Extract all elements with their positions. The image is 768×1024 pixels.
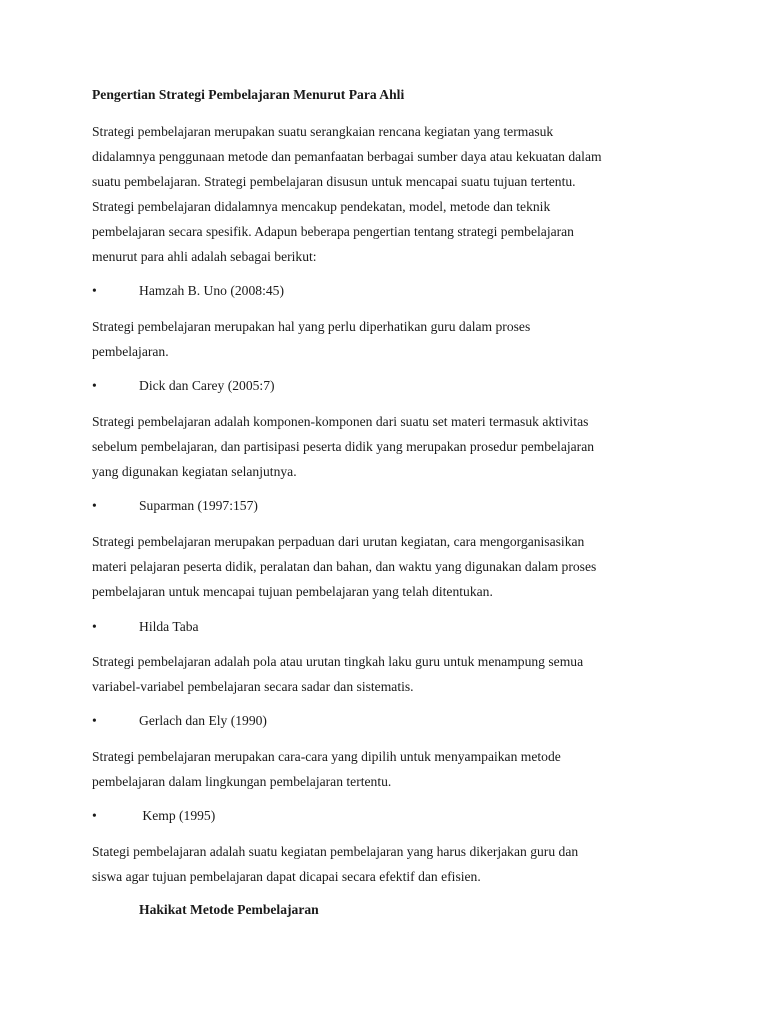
expert-definition [92,839,692,889]
expert-name: Hilda Taba [139,619,199,634]
document-title: Pengertian Strategi Pembelajaran Menurut Para Ahli [92,87,405,102]
bullet-icon: • [92,808,97,823]
intro-line: suatu pembelajaran. Strategi pembelajaran disusun untuk mencapai suatu tujuan tertentu. [92,174,576,189]
intro-line: didalamnya penggunaan metode dan pemanfaatan berbagai sumber daya atau kekuatan dalam [92,149,602,164]
bullet-icon: • [92,378,97,393]
bullet-icon: • [92,619,97,634]
definition-line: pembelajaran. [92,344,169,359]
definition-line: pembelajaran untuk mencapai tujuan pembelajaran yang telah ditentukan. [92,584,493,599]
intro-line: menurut para ahli adalah sebagai berikut: [92,249,317,264]
definition-line: Strategi pembelajaran merupakan cara-cara yang dipilih untuk menyampaikan metode [92,749,561,764]
bullet-icon: • [92,498,97,513]
definition-line: Stategi pembelajaran adalah suatu kegiatan pembelajaran yang harus dikerjakan guru dan [92,844,579,859]
definition-line: pembelajaran dalam lingkungan pembelajaran tertentu. [92,774,392,789]
bullet-icon: • [92,283,97,298]
expert-definition [92,314,692,364]
definition-line: variabel-variabel pembelajaran secara sadar dan sistematis. [92,679,414,694]
definition-line: materi pelajaran peserta didik, peralatan dan bahan, dan waktu yang digunakan dalam proses [92,559,597,574]
expert-definition [92,409,692,484]
definition-line: yang digunakan kegiatan selanjutnya. [92,464,297,479]
intro-line: Strategi pembelajaran merupakan suatu serangkaian rencana kegiatan yang termasuk [92,124,554,139]
definition-line: sebelum pembelajaran, dan partisipasi peserta didik yang merupakan prosedur pembelajaran [92,439,595,454]
definition-line: Strategi pembelajaran adalah komponen-komponen dari suatu set materi termasuk aktivitas [92,414,589,429]
definition-line: Strategi pembelajaran adalah pola atau urutan tingkah laku guru untuk menampung semua [92,654,584,669]
expert-name: Kemp (1995) [139,808,216,823]
expert-name: Gerlach dan Ely (1990) [139,713,267,728]
intro-paragraph [92,119,692,269]
intro-line: pembelajaran secara spesifik. Adapun beberapa pengertian tentang strategi pembelajaran [92,224,574,239]
expert-definition [92,744,692,794]
section-subheading: Hakikat Metode Pembelajaran [139,902,319,917]
expert-name: Dick dan Carey (2005:7) [139,378,275,393]
expert-name: Suparman (1997:157) [139,498,258,513]
definition-line: Strategi pembelajaran merupakan hal yang perlu diperhatikan guru dalam proses [92,319,531,334]
expert-definition [92,529,692,604]
definition-line: Strategi pembelajaran merupakan perpaduan dari urutan kegiatan, cara mengorganisasikan [92,534,585,549]
bullet-icon: • [92,713,97,728]
expert-name: Hamzah B. Uno (2008:45) [139,283,284,298]
definition-line: siswa agar tujuan pembelajaran dapat dicapai secara efektif dan efisien. [92,869,481,884]
expert-definition [92,649,692,699]
intro-line: Strategi pembelajaran didalamnya mencakup pendekatan, model, metode dan teknik [92,199,551,214]
